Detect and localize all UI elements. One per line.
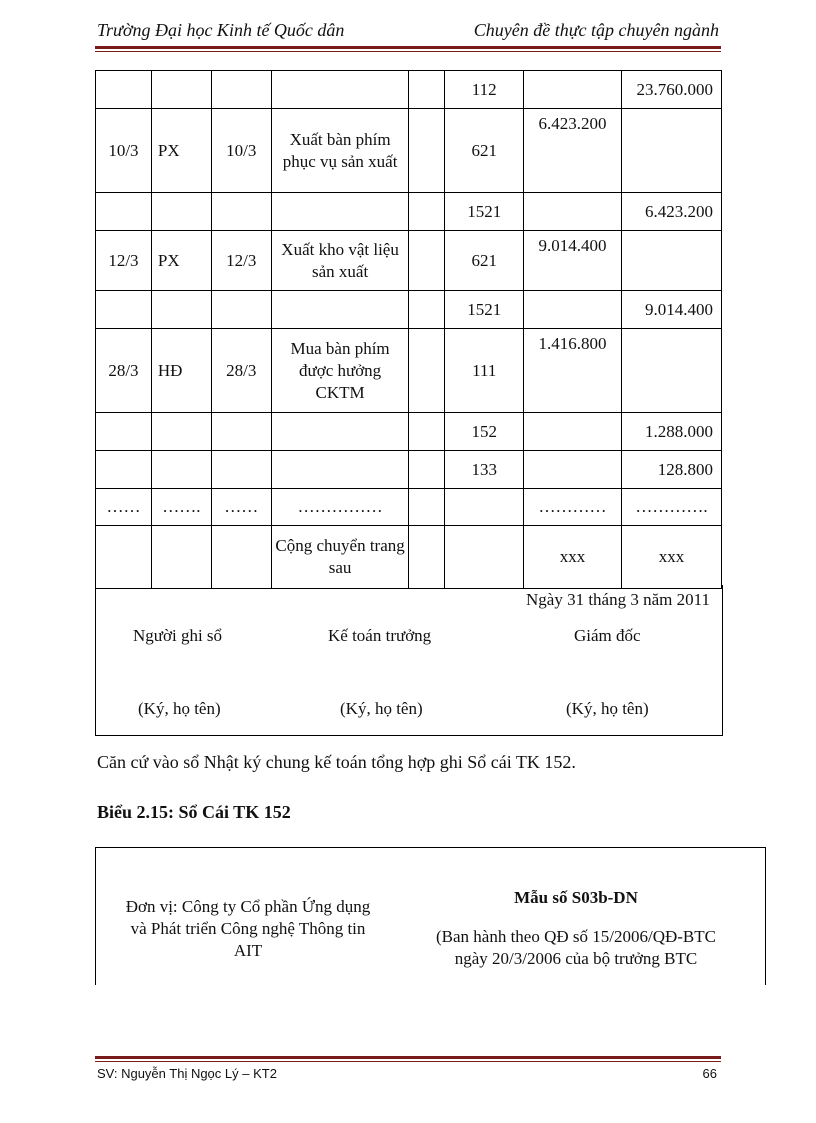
director-sign-note: (Ký, họ tên) [566,699,649,718]
cell-doc-date [211,413,271,451]
cell-date: 12/3 [96,231,152,291]
table-row [96,193,722,231]
cell-date [96,451,152,489]
cell-doc-type: HĐ [151,329,211,413]
cell-doc-date [211,291,271,329]
form-note-line-1: (Ban hành theo QĐ số 15/2006/QĐ-BTC [435,927,716,946]
signature-block [95,585,723,736]
figure-caption: Biểu 2.15: Sổ Cái TK 152 [97,802,291,822]
cell-ledger-ref [409,413,445,451]
cell-doc-type [151,451,211,489]
header-topic: Chuyên đề thực tập chuyên ngành [473,20,719,40]
cell-description: Xuất kho vật liệu sản xuất [271,231,409,291]
cell-doc-type: ……. [151,489,211,526]
cell-doc-date [211,526,271,589]
unit-line-2: và Phát triển Công nghệ Thông tin [130,919,366,938]
cell-date [96,291,152,329]
cell-debit [524,413,622,451]
recorder-title: Người ghi sổ [133,626,223,645]
cell-doc-date: 10/3 [211,109,271,193]
chief-accountant-sign-note: (Ký, họ tên) [340,699,423,718]
cell-ledger-ref [409,489,445,526]
cell-debit [524,71,622,109]
cell-ledger-ref [409,231,445,291]
table-row [96,526,722,589]
cell-date [96,413,152,451]
cell-doc-date [211,451,271,489]
footer-rule-thin [95,1061,721,1062]
cell-doc-type [151,413,211,451]
cell-account: 111 [445,329,524,413]
cell-doc-type [151,193,211,231]
form-number: Mẫu số S03b-DN [514,888,638,907]
cell-doc-date [211,193,271,231]
cell-account [445,489,524,526]
cell-doc-date: 28/3 [211,329,271,413]
table-row [96,413,722,451]
cell-ledger-ref [409,193,445,231]
cell-debit: xxx [524,526,622,589]
cell-ledger-ref [409,451,445,489]
cell-credit: …………. [621,489,721,526]
footer-rule [95,1056,721,1059]
cell-doc-type [151,291,211,329]
cell-ledger-ref [409,291,445,329]
ledger-form-header [95,847,766,985]
cell-date: 10/3 [96,109,152,193]
cell-description [271,451,409,489]
table-row [96,109,722,193]
table-row [96,451,722,489]
cell-account: 1521 [445,291,524,329]
table-row [96,329,722,413]
signature-date: Ngày 31 tháng 3 năm 2011 [526,590,710,609]
cell-description: Mua bàn phím được hưởng CKTM [271,329,409,413]
cell-ledger-ref [409,329,445,413]
cell-debit: 6.423.200 [524,109,622,193]
cell-credit [621,109,721,193]
cell-doc-date: …… [211,489,271,526]
header-rule [95,46,721,49]
footer-student: SV: Nguyễn Thị Ngọc Lý – KT2 [97,1066,277,1081]
table-row [96,489,722,526]
journal-table [95,70,722,589]
cell-account [445,526,524,589]
cell-account: 1521 [445,193,524,231]
cell-credit: 1.288.000 [621,413,721,451]
cell-debit [524,193,622,231]
page-header [97,20,719,46]
cell-doc-type [151,526,211,589]
cell-doc-type [151,71,211,109]
cell-debit: ………… [524,489,622,526]
cell-ledger-ref [409,526,445,589]
table-row [96,231,722,291]
cell-description: …………… [271,489,409,526]
chief-accountant-title: Kế toán trưởng [328,626,432,645]
cell-account: 621 [445,109,524,193]
cell-description [271,291,409,329]
form-regulation-note [406,926,746,970]
company-unit [102,896,394,962]
cell-description [271,413,409,451]
cell-ledger-ref [409,109,445,193]
cell-description: Xuất bàn phím phục vụ sản xuất [271,109,409,193]
cell-description: Cộng chuyển trang sau [271,526,409,589]
header-university: Trường Đại học Kinh tế Quốc dân [97,20,345,40]
cell-date [96,71,152,109]
cell-credit: xxx [621,526,721,589]
header-rule-thin [95,51,721,52]
cell-credit [621,329,721,413]
cell-account: 112 [445,71,524,109]
cell-ledger-ref [409,71,445,109]
cell-debit [524,451,622,489]
cell-credit: 9.014.400 [621,291,721,329]
cell-doc-date: 12/3 [211,231,271,291]
cell-description [271,193,409,231]
cell-description [271,71,409,109]
unit-line-3: AIT [233,941,263,960]
cell-account: 133 [445,451,524,489]
cell-doc-type: PX [151,231,211,291]
cell-date [96,193,152,231]
form-note-line-2: ngày 20/3/2006 của bộ trưởng BTC [454,949,698,968]
page-number: 66 [702,1066,717,1081]
director-title: Giám đốc [574,626,641,645]
cell-debit: 1.416.800 [524,329,622,413]
cell-doc-date [211,71,271,109]
cell-doc-type: PX [151,109,211,193]
body-paragraph: Căn cứ vào sổ Nhật ký chung kế toán tổng hợp ghi Sổ cái TK 152. [97,752,576,772]
recorder-sign-note: (Ký, họ tên) [138,699,221,718]
cell-credit [621,231,721,291]
cell-account: 621 [445,231,524,291]
cell-debit: 9.014.400 [524,231,622,291]
cell-date [96,526,152,589]
cell-credit: 128.800 [621,451,721,489]
cell-credit: 6.423.200 [621,193,721,231]
table-row [96,291,722,329]
cell-date: …… [96,489,152,526]
cell-account: 152 [445,413,524,451]
cell-date: 28/3 [96,329,152,413]
unit-line-1: Đơn vị: Công ty Cổ phần Ứng dụng [125,897,371,916]
cell-credit: 23.760.000 [621,71,721,109]
table-row [96,71,722,109]
cell-debit [524,291,622,329]
